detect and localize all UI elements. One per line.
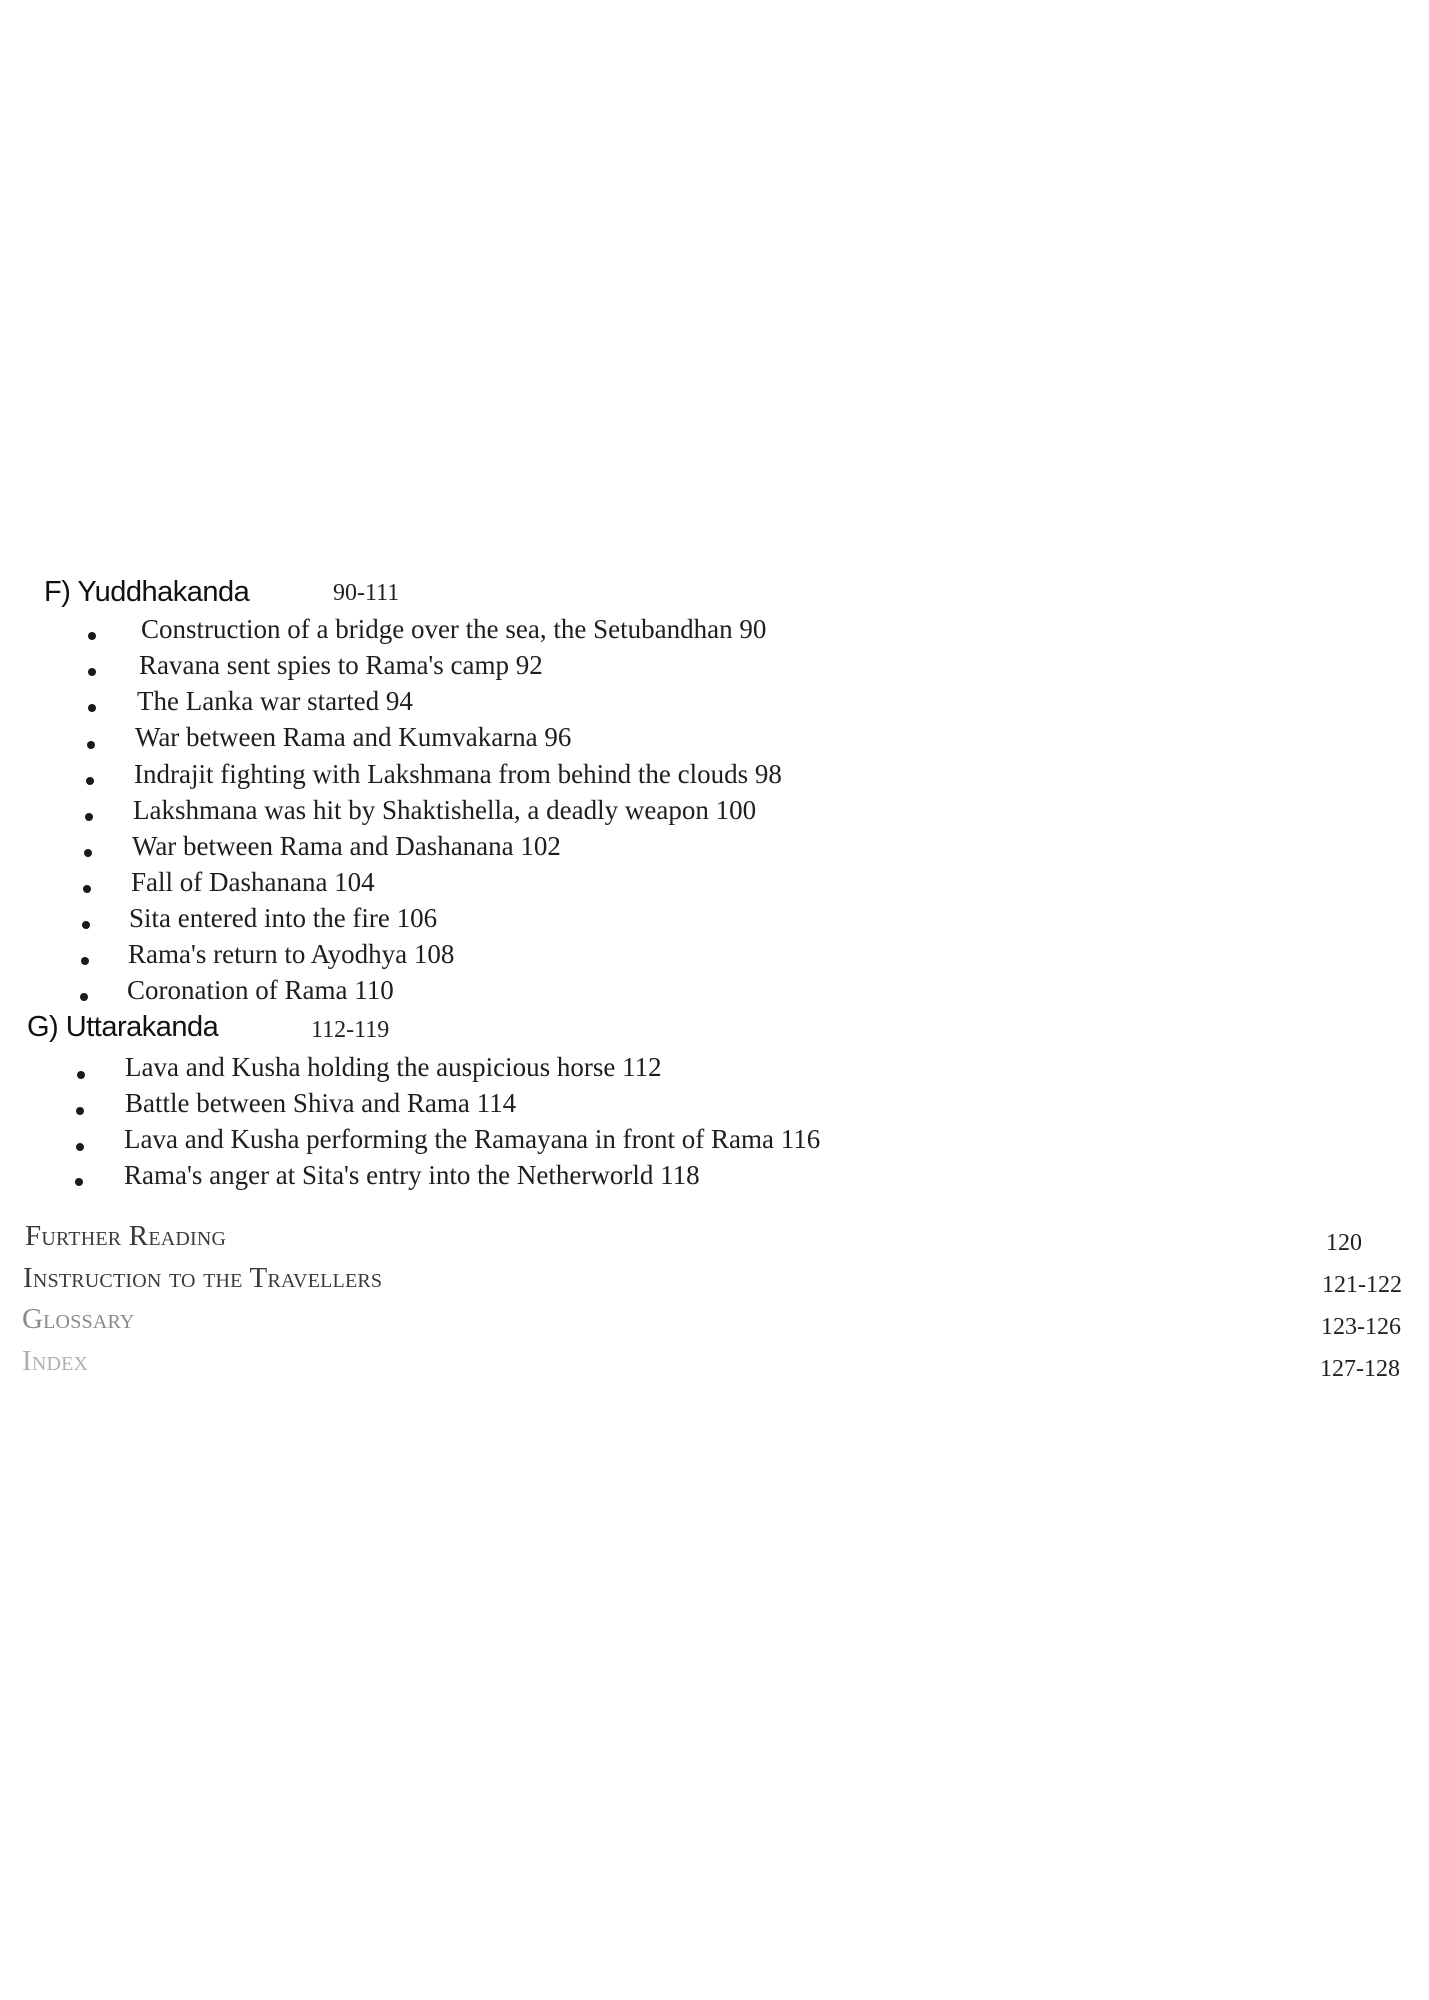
bullet [87,741,95,749]
toc-entry: War between Rama and Kumvakarna 96 [135,722,572,752]
toc-entry: Fall of Dashanana 104 [131,867,375,897]
backmatter-page-glossary: 123-126 [1321,1314,1401,1340]
bullet [86,777,94,785]
backmatter-further-reading: Further Reading [25,1220,227,1252]
bullet [83,885,91,893]
toc-entry: Sita entered into the fire 106 [129,903,438,933]
section-heading-uttarakanda: G) Uttarakanda [27,1011,219,1043]
section-range-uttarakanda: 112-119 [311,1017,390,1043]
bullet [76,1143,84,1151]
toc-entry: Rama's anger at Sita's entry into the Netherworld 118 [124,1160,700,1190]
backmatter-page-further-reading: 120 [1326,1230,1362,1256]
toc-entry: Indrajit fighting with Lakshmana from behind the clouds 98 [134,759,782,789]
bullet [75,1178,83,1186]
bullet [77,1071,85,1079]
bullet [84,849,92,857]
backmatter-page-instruction: 121-122 [1322,1272,1402,1298]
toc-entry: Construction of a bridge over the sea, the Setubandhan 90 [141,614,767,644]
toc-entry: Battle between Shiva and Rama 114 [125,1088,517,1118]
section-heading-yuddhakanda: F) Yuddhakanda [44,576,250,608]
bullet [76,1107,84,1115]
toc-entry: Lava and Kusha holding the auspicious horse 112 [125,1052,662,1082]
backmatter-glossary: Glossary [22,1303,135,1335]
toc-entry: Rama's return to Ayodhya 108 [128,939,455,969]
bullet [88,632,96,640]
bullet [88,668,96,676]
toc-entry: War between Rama and Dashanana 102 [132,831,561,861]
bullet [85,813,93,821]
toc-entry: Ravana sent spies to Rama's camp 92 [139,650,543,680]
bullet [88,704,96,712]
toc-entry: Coronation of Rama 110 [127,975,394,1005]
toc-entry: The Lanka war started 94 [137,686,413,716]
bullet [81,957,89,965]
bullet [82,921,90,929]
backmatter-index: Index [22,1345,89,1377]
bullet [80,993,88,1001]
section-range-yuddhakanda: 90-111 [333,580,400,606]
backmatter-page-index: 127-128 [1320,1356,1400,1382]
backmatter-instruction: Instruction to the Travellers [23,1262,383,1294]
toc-entry: Lava and Kusha performing the Ramayana in front of Rama 116 [124,1124,821,1154]
toc-entry: Lakshmana was hit by Shaktishella, a deadly weapon 100 [133,795,757,825]
